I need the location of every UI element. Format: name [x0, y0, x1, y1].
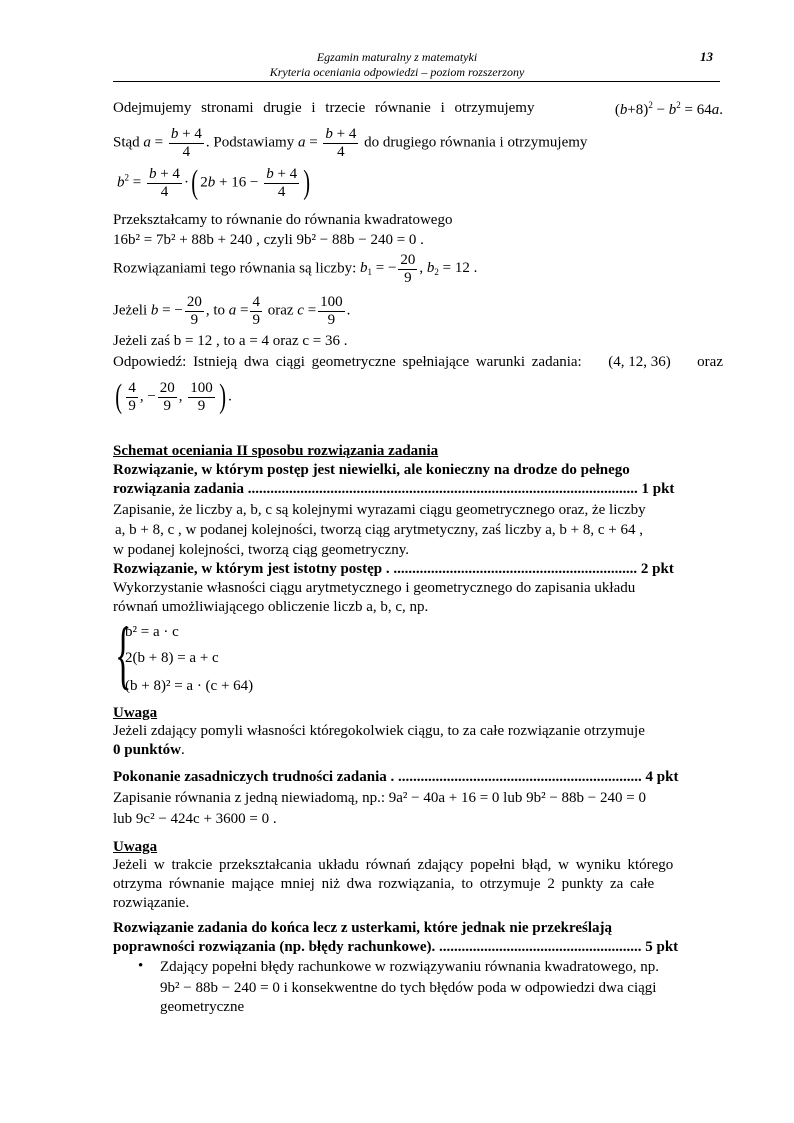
bullet-text-2: 9b² − 88b − 240 = 0 i konsekwentne do tych błędów poda w odpowiedzi dwa ciągi	[160, 980, 657, 996]
note-2-text-3: rozwiązanie.	[113, 895, 190, 911]
section-5-title-1: Rozwiązanie zadania do końca lecz z usterkami, które jednak nie przekreślają	[113, 920, 612, 936]
note-2-text-1: Jeżeli w trakcie przekształcania układu równań zdający popełni błąd, w wyniku którego	[113, 857, 674, 873]
line-case-2: Jeżeli zaś b = 12 , to a = 4 oraz c = 36 .	[113, 333, 348, 349]
header-title: Egzamin maturalny z matematyki	[316, 50, 478, 64]
section-5-title-2: poprawności rozwiązania (np. błędy rachunkowe). ...................................................... 5 pkt	[113, 939, 679, 955]
schema-title: Schemat oceniania II sposobu rozwiązania zadania	[113, 443, 439, 459]
section-4-text-1: Zapisanie równania z jedną niewiadomą, np.: 9a² − 40a + 16 = 0 lub 9b² − 88b − 240 = 0	[113, 790, 646, 806]
section-1-text-1: Zapisanie, że liczby a, b, c są kolejnymi wyrazami ciągu geometrycznego oraz, że liczby	[113, 502, 646, 518]
header-rule	[113, 81, 720, 82]
system-eq-2: 2(b + 8) = a + c	[125, 650, 219, 666]
line-transform: Przekształcamy to równanie do równania kwadratowego	[113, 212, 453, 228]
note-2-title: Uwaga	[113, 839, 158, 855]
bullet-text-3: geometryczne	[160, 999, 245, 1015]
section-4-title: Pokonanie zasadniczych trudności zadania . ................................................................. 4 pkt	[113, 769, 679, 785]
header-subtitle: Kryteria oceniania odpowiedzi – poziom rozszerzony	[269, 65, 525, 79]
note-1-text-1: Jeżeli zdający pomyli własności któregokolwiek ciągu, to za całe rozwiązanie otrzymuje	[113, 723, 645, 739]
line-case-1: Jeżeli b = − $\frac{20}{9}$ , to a = $\frac{4}{9}$ oraz c = $\frac{100}{9}$ .	[113, 294, 351, 328]
section-1-text-3: w podanej kolejności, tworzą ciąg geometryczny.	[113, 542, 410, 558]
section-2-title: Rozwiązanie, w którym jest istotny postęp . ................................................................. 2 pkt	[113, 561, 674, 577]
equation-substituted: $b^2$ = $\frac{b + 4}{4}$ ·( 2b + 16 − $\frac{b + 4}{4}$ )	[117, 164, 311, 201]
note-1-title: Uwaga	[113, 705, 158, 721]
line-answer: Odpowiedź: Istnieją dwa ciągi geometryczne spełniające warunki zadania: (4, 12, 36) oraz	[113, 354, 723, 370]
section-1-title-2: rozwiązania zadania ........................................................................................................ 1 pkt	[113, 481, 675, 497]
section-2-text-2: równań umożliwiającego obliczenie liczb a, b, c, np.	[113, 599, 429, 615]
page-number: 13	[700, 49, 713, 64]
line-subtract: Odejmujemy stronami drugie i trzecie równanie i otrzymujemy $(b+8)^2 - b^2 = 64a$.	[113, 100, 723, 118]
line-solutions: Rozwiązaniami tego równania są liczby: $b_1$ = − $\frac{20}{9}$ , $b_2 = 12$ .	[113, 252, 478, 286]
note-1-text-2: 0 punktów.	[113, 742, 185, 758]
section-4-text-2: lub 9c² − 424c + 3600 = 0 .	[113, 811, 277, 827]
note-2-text-2: otrzyma równanie mające mniej niż dwa rozwiązania, to otrzymuje 2 punkty za całe	[113, 876, 655, 892]
equation-quadratic: 16b² = 7b² + 88b + 240 , czyli 9b² − 88b − 240 = 0 .	[113, 232, 424, 248]
system-eq-1: b² = a · c	[125, 624, 179, 640]
section-2-text-1: Wykorzystanie własności ciągu arytmetycznego i geometrycznego do zapisania układu	[113, 580, 636, 596]
system-brace: {	[115, 613, 132, 697]
system-eq-3: (b + 8)² = a · (c + 64)	[125, 678, 254, 694]
section-1-title-1: Rozwiązanie, w którym postęp jest niewielki, ale konieczny na drodze do pełnego	[113, 462, 630, 478]
answer-second-sequence: ( $\frac{4}{9}$ , − $\frac{20}{9}$ , $\frac{100}{9}$ ) .	[115, 378, 232, 415]
section-1-text-2: a, b + 8, c , w podanej kolejności, tworzą ciąg arytmetyczny, zaś liczby a, b + 8, c + 64 ,	[115, 522, 643, 538]
bullet-text-1: Zdający popełni błędy rachunkowe w rozwiązywaniu równania kwadratowego, np.	[160, 959, 659, 975]
line-stad: Stąd a = $\frac{b + 4}{4}$ . Podstawiamy a = $\frac{b + 4}{4}$ do drugiego równania i otrzymujemy	[113, 126, 588, 160]
bullet-icon: •	[138, 958, 144, 974]
equation-subtract: $(b+8)^2 - b^2 = 64a$.	[614, 100, 723, 118]
